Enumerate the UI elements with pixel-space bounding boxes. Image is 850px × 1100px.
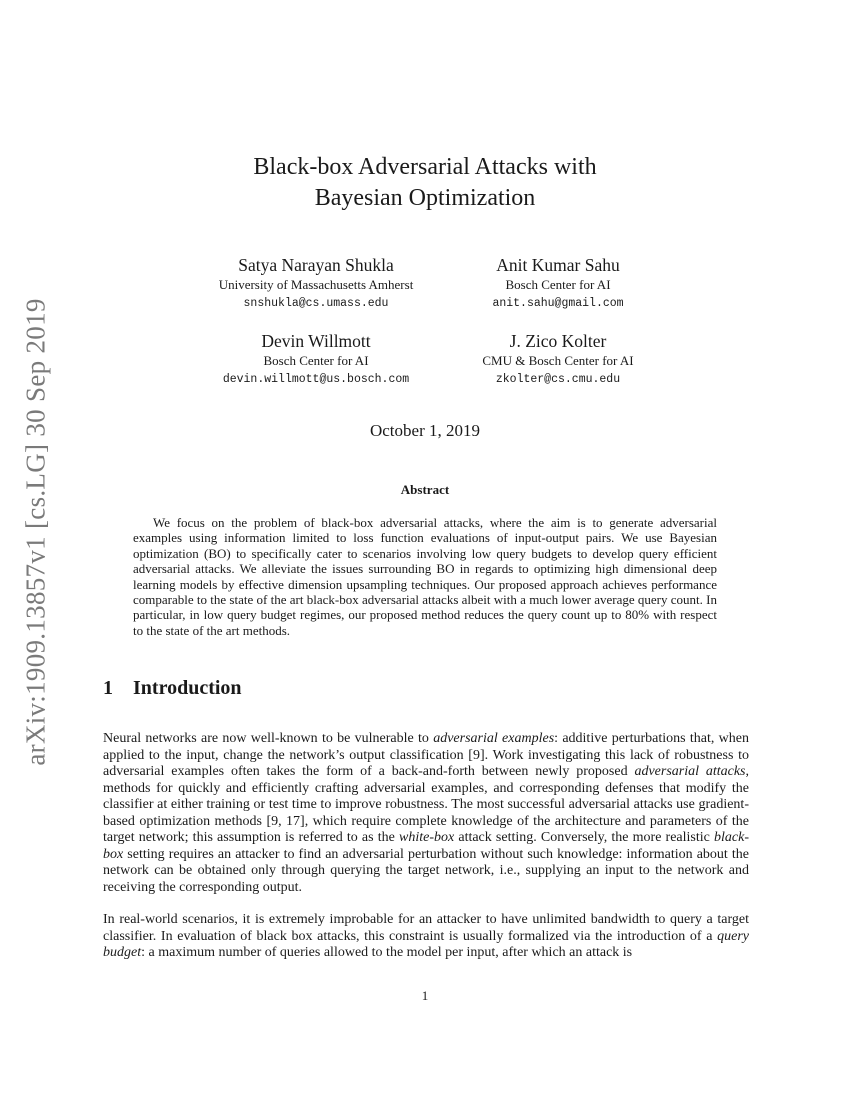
arxiv-identifier-text: arXiv:1909.13857v1 [cs.LG] 30 Sep 2019 [20, 298, 51, 766]
emphasized-term: adversarial attacks [634, 764, 746, 779]
abstract-heading: Abstract [400, 482, 450, 497]
emphasized-term: white-box [398, 830, 455, 845]
author-name: Satya Narayan Shukla [238, 255, 394, 275]
paragraph-text: Neural networks are now well-known to be vulnerable to [103, 731, 434, 746]
paper-title-line-2: Bayesian Optimization [314, 185, 536, 211]
section-heading [103, 677, 242, 700]
author-name: Anit Kumar Sahu [496, 255, 620, 275]
author-email: anit.sahu@gmail.com [492, 297, 624, 310]
author-affiliation: CMU & Bosch Center for AI [482, 353, 634, 368]
paragraph-text: In real-world scenarios, it is extremely improbable for an attacker to have unlimited bandwidth to query a target classifier. In evaluation of black box attacks, this constraint is usually formalized via the introduction of a [103, 912, 749, 944]
author-email: zkolter@cs.cmu.edu [495, 373, 621, 386]
author-block [428, 254, 688, 312]
paper-title [0, 152, 850, 214]
emphasized-term: black-box [103, 830, 749, 862]
paragraph-text: setting requires an attacker to find an adversarial perturbation without such knowledge: information about the network can be obtained only through querying the target network, i.e., supplying an input to the network and receiving the corresponding output. [103, 846, 749, 895]
author-block [186, 330, 446, 388]
author-email: snshukla@cs.umass.edu [243, 297, 389, 310]
emphasized-term: query budget [103, 928, 749, 960]
section-title: Introduction [133, 677, 242, 699]
author-affiliation: University of Massachusetts Amherst [218, 277, 414, 292]
body-paragraph [103, 731, 749, 896]
author-name: Devin Willmott [261, 331, 371, 351]
body-paragraph [103, 912, 749, 962]
abstract-body: We focus on the problem of black-box adversarial attacks, where the aim is to generate adversarial examples using information limited to loss function evaluations of input-output pairs. We use Bayesian optimization (BO) to specifically cater to scenarios involving low query budgets to develop query efficient adversarial attacks. We alleviate the issues surrounding BO in regards to optimizing high dimensional deep learning models by effective dimension upsampling techniques. Our proposed approach achieves performance comparable to the state of the art black-box adversarial attacks albeit with a much lower average query count. In particular, in low query budget regimes, our proposed method reduces the query count up to 80% with respect to the state of the art methods. [133, 515, 717, 638]
paper-title-line-1: Black-box Adversarial Attacks with [253, 154, 597, 180]
paragraph-text: : additive perturbations that, when applied to the input, change the network’s output classification [9]. Work investigating this lack of robustness to adversarial examples often takes the form of a back-and-forth between newly proposed [103, 731, 749, 779]
author-affiliation: Bosch Center for AI [505, 277, 611, 292]
page-number: 1 [421, 988, 429, 1003]
author-block [186, 254, 446, 312]
paragraph-text: : a maximum number of queries allowed to the model per input, after which an attack is [141, 945, 633, 960]
publication-date: October 1, 2019 [369, 421, 480, 440]
author-email: devin.willmott@us.bosch.com [222, 373, 410, 386]
paragraph-text: attack setting. Conversely, the more realistic [454, 830, 715, 845]
section-number: 1 [103, 677, 113, 699]
author-block [428, 330, 688, 388]
paragraph-text: , methods for quickly and efficiently crafting adversarial examples, and corresponding defenses that modify the classifier at either training or test time to improve robustness. The most successful adversarial attacks use gradient-based optimization methods [9, 17], which require complete knowledge of the architecture and parameters of the target network; this assumption is referred to as the [103, 764, 749, 845]
author-affiliation: Bosch Center for AI [263, 353, 369, 368]
author-name: J. Zico Kolter [509, 331, 607, 351]
emphasized-term: adversarial examples [433, 731, 555, 746]
